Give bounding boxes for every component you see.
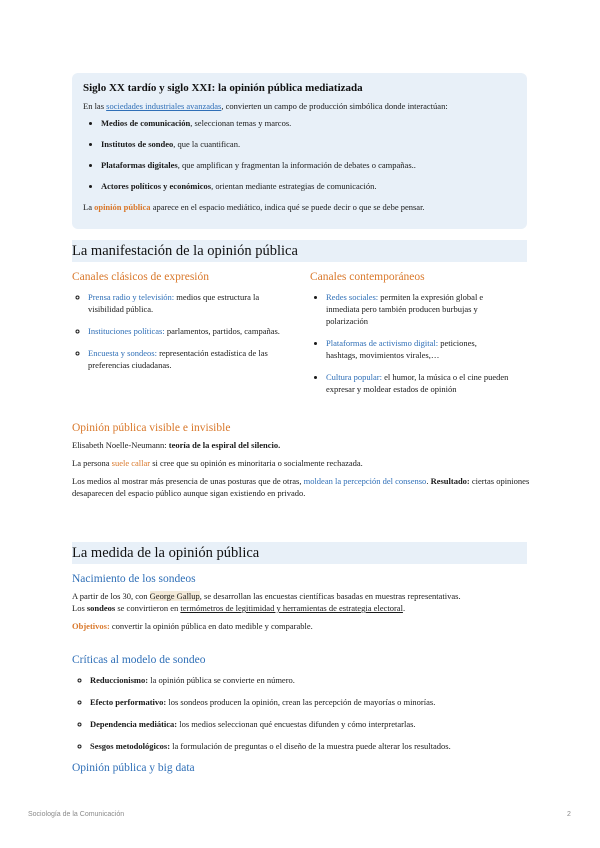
list-item: • Cultura popular: el humor, la música o el cine pueden expresar y moldear estados de opinión (326, 371, 510, 395)
gallup-line: A partir de los 30, con George Gallup, se desarrollan las encuestas científicas basadas en muestras representativas. (72, 591, 461, 601)
list-item: ◦ Prensa radio y televisión: medios que estructura la visibilidad pública. (88, 291, 292, 315)
footer-title: Sociología de la Comunicación (28, 811, 125, 818)
list-item: • Plataformas digitales, que amplifican y fragmentan la información de debates o campañas.. (101, 159, 516, 171)
page-number: 2 (567, 811, 571, 818)
section-heading-measurement: La medida de la opinión pública (72, 542, 527, 564)
contemporary-channels-heading: Canales contemporáneos (310, 271, 425, 283)
list-item: • Redes sociales: permiten la expresión global e inmediata pero también producen burbujas y polarización (326, 291, 510, 327)
list-item: ◦ Encuesta y sondeos: representación estadística de las preferencias ciudadanas. (88, 347, 292, 371)
polls-birth-heading: Nacimiento de los sondeos (72, 573, 196, 585)
bigdata-section (72, 762, 532, 779)
list-item: ◦ Dependencia mediática: los medios seleccionan qué encuestas difunden y cómo interpretarlas. (90, 718, 532, 730)
classic-channels-column (72, 271, 292, 381)
list-item: ◦ Reduccionismo: la opinión pública se convierte en número. (90, 674, 532, 686)
section-heading-manifestation: La manifestación de la opinión pública (72, 240, 527, 262)
silence-paragraph: La persona suele callar si cree que su opinión es minoritaria o socialmente rechazada. (72, 458, 363, 468)
list-item: • Medios de comunicación, seleccionan temas y marcos. (101, 117, 516, 129)
contemporary-channels-list (310, 291, 510, 395)
callout-box (72, 73, 527, 229)
list-item: ◦ Sesgos metodológicos: la formulación de preguntas o el diseño de la muestra puede alterar los resultados. (90, 740, 532, 752)
author-line: Elisabeth Noelle-Neumann: teoría de la espiral del silencio. (72, 440, 281, 450)
poll-critics-list (72, 674, 532, 752)
poll-critics-section (72, 654, 532, 762)
list-item: • Plataformas de activismo digital: peticiones, hashtags, movimientos virales,… (326, 337, 510, 361)
polls-line: Los sondeos se convirtieron en termómetros de legitimidad y herramientas de estrategia electoral. (72, 603, 406, 613)
list-item: ◦ Instituciones políticas: parlamentos, partidos, campañas. (88, 325, 292, 337)
callout-title: Siglo XX tardío y siglo XXI: la opinión pública mediatizada (83, 82, 363, 94)
callout-intro: En las sociedades industriales avanzadas, convierten un campo de producción simbólica donde interactúan: (83, 101, 448, 111)
list-item: • Actores políticos y económicos, orientan mediante estrategias de comunicación. (101, 180, 516, 192)
classic-channels-list (72, 291, 292, 371)
bigdata-heading: Opinión pública y big data (72, 762, 195, 774)
callout-intro-link: sociedades industriales avanzadas (106, 101, 222, 111)
objectives-line: Objetivos: convertir la opinión pública en dato medible y comparable. (72, 621, 313, 631)
contemporary-channels-column (310, 271, 510, 405)
list-item: ◦ Efecto performativo: los sondeos producen la opinión, crean las percepción de mayorías o minorías. (90, 696, 532, 708)
visible-invisible-section (72, 422, 532, 505)
classic-channels-heading: Canales clásicos de expresión (72, 271, 209, 283)
callout-list (83, 117, 516, 192)
consensus-paragraph: Los medios al mostrar más presencia de unas posturas que de otras, moldean la percepción del consenso. Resultado: ciertas opiniones desaparecen del espacio público aunque sigan existiendo en privado. (72, 476, 530, 498)
visible-invisible-heading: Opinión pública visible e invisible (72, 422, 231, 434)
list-item: • Institutos de sondeo, que la cuantifican. (101, 138, 516, 150)
callout-closing: La opinión pública aparece en el espacio mediático, indica qué se puede decir o que se debe pensar. (83, 202, 425, 212)
poll-critics-heading: Críticas al modelo de sondeo (72, 654, 206, 666)
polls-birth-section (72, 573, 532, 638)
